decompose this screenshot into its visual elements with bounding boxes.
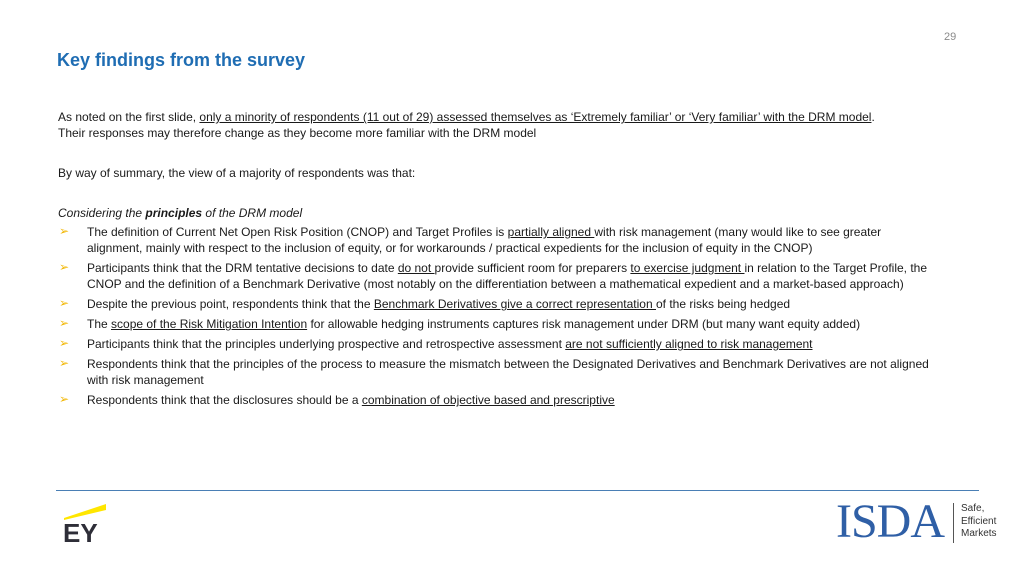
considering-heading — [58, 205, 938, 221]
intro-text-1: As noted on the first slide, — [58, 110, 200, 124]
slide-body — [58, 109, 938, 412]
isda-divider — [953, 503, 954, 543]
isda-tagline — [961, 503, 997, 541]
bullet-underlined: to exercise judgment — [630, 261, 745, 275]
bullet-text: Respondents think that the principles of the process to measure the mismatch between the Designated Derivatives and Benchmark Derivatives are not aligned with risk management — [87, 357, 929, 387]
bullet-text: with risk management (many would like to see greater alignment, mainly with respect to the inclusion of equity, or for workarounds / practical expedients for the inclusion of equity in the CNOP) — [87, 225, 882, 255]
list-item — [58, 296, 938, 312]
arrowhead-icon: ➢ — [59, 260, 70, 274]
arrowhead-icon: ➢ — [59, 392, 70, 406]
arrowhead-icon: ➢ — [59, 316, 70, 330]
arrowhead-icon: ➢ — [59, 356, 70, 370]
list-item — [58, 392, 938, 408]
findings-list — [58, 224, 938, 408]
footer-divider — [56, 490, 979, 491]
list-item — [58, 336, 938, 352]
list-item — [58, 356, 938, 388]
tagline-line: Markets — [961, 528, 997, 539]
ey-wordmark: EY — [63, 518, 98, 546]
bullet-underlined: do not — [397, 261, 435, 275]
bullet-underlined: Benchmark Derivatives give a correct representation — [373, 297, 656, 311]
tagline-line: Safe, — [961, 503, 985, 514]
bullet-text: in relation to the Target Profile, the CNOP and the definition of a Benchmark Derivative (most notably on the differentiation between a mathematical expedient and a market-based approach) — [87, 261, 928, 291]
intro-paragraph — [58, 109, 938, 141]
bullet-text: provide sufficient room for preparers — [434, 261, 631, 275]
bullet-text: Participants think that the DRM tentative decisions to date — [87, 261, 398, 275]
slide-title: Key findings from the survey — [57, 50, 306, 70]
bullet-text: Despite the previous point, respondents think that the — [87, 297, 374, 311]
considering-post: of the DRM model — [202, 206, 303, 220]
isda-logo: ISDA — [836, 495, 945, 548]
bullet-text: for allowable hedging instruments captures risk management under DRM (but many want equity added) — [307, 317, 861, 331]
arrowhead-icon: ➢ — [59, 336, 70, 350]
bullet-text: Respondents think that the disclosures should be a — [87, 393, 362, 407]
page-number: 29 — [944, 31, 957, 43]
intro-underlined: only a minority of respondents (11 out of 29) assessed themselves as ‘Extremely familiar’ or ‘Very familiar’ with the DRM model — [199, 110, 872, 124]
bullet-underlined: partially aligned — [507, 225, 595, 239]
arrowhead-icon: ➢ — [59, 296, 70, 310]
list-item — [58, 260, 938, 292]
arrowhead-icon: ➢ — [59, 224, 70, 238]
tagline-line: Efficient — [961, 515, 997, 527]
ey-logo — [60, 496, 110, 546]
bullet-underlined: scope of the Risk Mitigation Intention — [111, 317, 308, 331]
intro-text-2: . — [871, 110, 875, 124]
list-item — [58, 316, 938, 332]
bullet-text: The — [87, 317, 112, 331]
considering-pre: Considering the — [58, 206, 146, 220]
intro-line-2: Their responses may therefore change as they become more familiar with the DRM model — [58, 126, 537, 140]
bullet-underlined: are not sufficiently aligned to risk management — [565, 337, 813, 351]
bullet-underlined: combination of objective based and prescriptive — [361, 393, 615, 407]
list-item — [58, 224, 938, 256]
bullet-text: The definition of Current Net Open Risk Position (CNOP) and Target Profiles is — [87, 225, 508, 239]
considering-bold: principles — [145, 206, 203, 220]
bullet-text: of the risks being hedged — [655, 297, 791, 311]
summary-line: By way of summary, the view of a majority of respondents was that: — [58, 166, 416, 180]
bullet-text: Participants think that the principles underlying prospective and retrospective assessment — [87, 337, 566, 351]
